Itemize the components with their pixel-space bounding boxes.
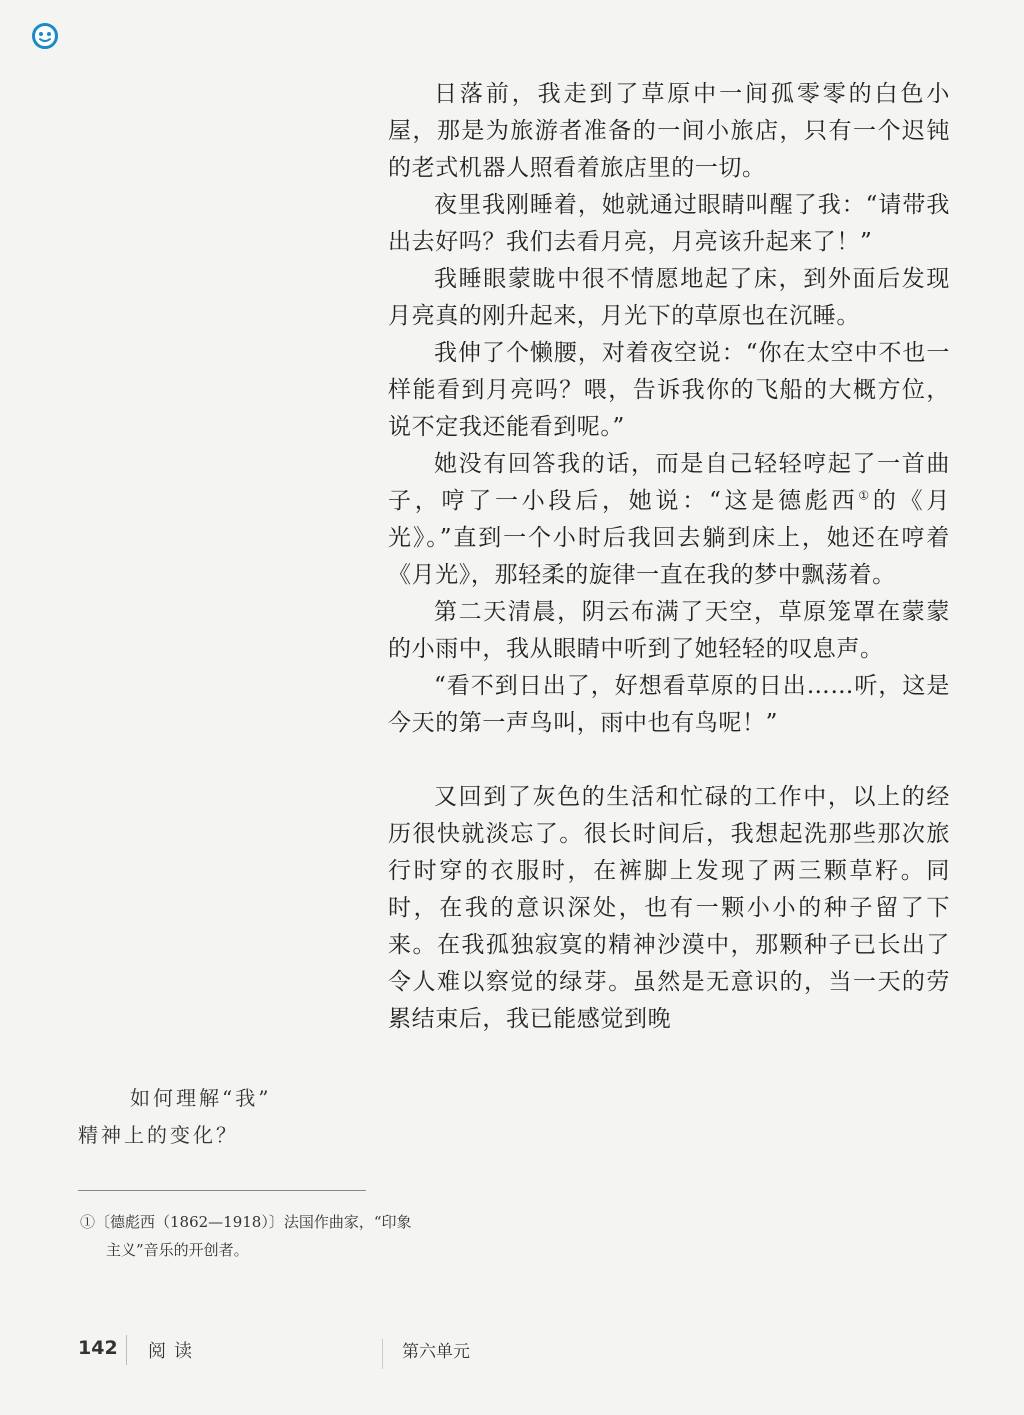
paragraph: “看不到日出了，好想看草原的日出……听，这是今天的第一声鸟叫，雨中也有鸟呢！” <box>388 673 950 736</box>
footnote-line: ①〔德彪西（1862—1918）〕法国作曲家，“印象 <box>80 1213 412 1231</box>
book-label: 阅读 <box>148 1341 200 1362</box>
footer-divider <box>126 1335 127 1365</box>
paragraph: 又回到了灰色的生活和忙碌的工作中，以上的经历很快就淡忘了。很长时间后，我想起洗那些那次旅行时穿的衣服时，在裤脚上发现了两三颗草籽。同时，在我的意识深处，也有一颗小小的种子留了下来。在我孤独寂寞的精神沙漠中，那颗种子已长出了令人难以察觉的绿芽。虽然是无意识的，当一天的劳累结束后，我已能感觉到晚 <box>388 784 950 1032</box>
paragraph-with-footnote <box>388 446 950 594</box>
footer-divider <box>382 1339 383 1369</box>
margin-question-line: 精神上的变化？ <box>78 1123 239 1147</box>
footnote <box>80 1208 500 1264</box>
paragraph: 夜里我刚睡着，她就通过眼睛叫醒了我：“请带我出去好吗？我们去看月亮，月亮该升起来了！” <box>388 192 950 255</box>
paragraph: 我伸了个懒腰，对着夜空说：“你在太空中不也一样能看到月亮吗？喂，告诉我你的飞船的大概方位，说不定我还能看到呢。” <box>388 340 950 440</box>
paragraph-text-before: 她没有回答我的话，而是自己轻轻哼起了一首曲子，哼了一小段后，她说：“这是德彪西 <box>388 451 950 514</box>
footnote-line: 主义”音乐的开创者。 <box>106 1241 249 1259</box>
paragraph: 第二天清晨，阴云布满了天空，草原笼罩在蒙蒙的小雨中，我从眼睛中听到了她轻轻的叹息声。 <box>388 599 950 662</box>
margin-question-line: 如何理解“我” <box>130 1086 272 1110</box>
footnote-divider <box>78 1190 366 1191</box>
margin-question <box>78 1080 348 1154</box>
page-footer <box>0 1335 1024 1371</box>
story-text <box>388 76 950 1038</box>
paragraph-text-after: 的《月光》。”直到一个小时后我回去躺到床上，她还在哼着《月光》，那轻柔的旋律一直在我的梦中飘荡着。 <box>388 488 950 588</box>
page-number: 142 <box>78 1337 118 1359</box>
paragraph: 日落前，我走到了草原中一间孤零零的白色小屋，那是为旅游者准备的一间小旅店，只有一个迟钝的老式机器人照看着旅店里的一切。 <box>388 81 950 181</box>
footnote-marker: ① <box>858 488 873 503</box>
smiley-icon <box>31 22 59 50</box>
unit-label: 第六单元 <box>402 1342 470 1362</box>
paragraph: 我睡眼蒙眬中很不情愿地起了床，到外面后发现月亮真的刚升起来，月光下的草原也在沉睡。 <box>388 266 950 329</box>
